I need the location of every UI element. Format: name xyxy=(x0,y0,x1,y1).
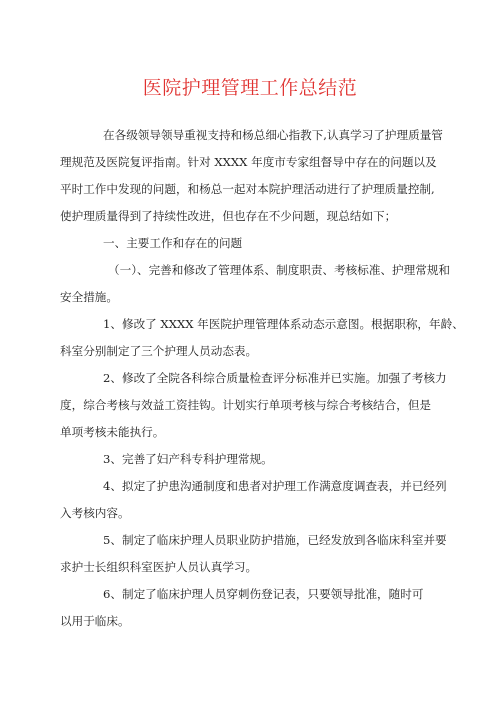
section-heading: 一、主要工作和存在的问题 xyxy=(103,236,243,250)
paragraph-line: 入考核内容。 xyxy=(60,506,130,520)
paragraph-line: 度，综合考核与效益工资挂钩。计划实行单项考核与综合考核结合，但是 xyxy=(60,398,432,412)
list-item: 3、完善了妇产科专科护理常规。 xyxy=(103,452,273,466)
paragraph-line: 求护士长组织科室医护人员认真学习。 xyxy=(60,560,258,574)
paragraph-line: 使护理质量得到了持续性改进，但也存在不少问题，现总结如下； xyxy=(60,209,397,223)
document-body xyxy=(60,122,464,635)
document-title: 医院护理管理工作总结范 xyxy=(142,77,358,99)
paragraph-line: 以用于临床。 xyxy=(60,614,130,628)
paragraph-line: 单项考核未能执行。 xyxy=(60,425,165,439)
paragraph-line: 平时工作中发现的问题，和杨总一起对本院护理活动进行了护理质量控制, xyxy=(60,182,435,196)
paragraph-line: 理规范及医院复评指南。针对 XXXX 年度市专家组督导中存在的问题以及 xyxy=(60,155,437,169)
paragraph-line: 在各级领导领导重视支持和杨总细心指教下,认真学习了护理质量管 xyxy=(103,128,443,142)
list-item: 5、制定了临床护理人员职业防护措施，已经发放到各临床科室并要 xyxy=(103,533,447,547)
paragraph-line: 科室分别制定了三个护理人员动态表。 xyxy=(60,344,258,358)
subsection-heading: （一）、完善和修改了管理体系、制度职责、考核标准、护理常规和 xyxy=(108,263,451,277)
list-item: 6、制定了临床护理人员穿刺伤登记表，只要领导批准，随时可 xyxy=(103,587,424,601)
list-item: 4、拟定了护患沟通制度和患者对护理工作满意度调查表，并已经列 xyxy=(103,479,447,493)
list-item: 2、修改了全院各科综合质量检查评分标准并已实施。加强了考核力 xyxy=(103,371,447,385)
paragraph-line: 安全措施。 xyxy=(60,290,118,304)
list-item: 1、修改了 XXXX 年医院护理管理体系动态示意图。根据职称，年龄、 xyxy=(103,317,464,331)
